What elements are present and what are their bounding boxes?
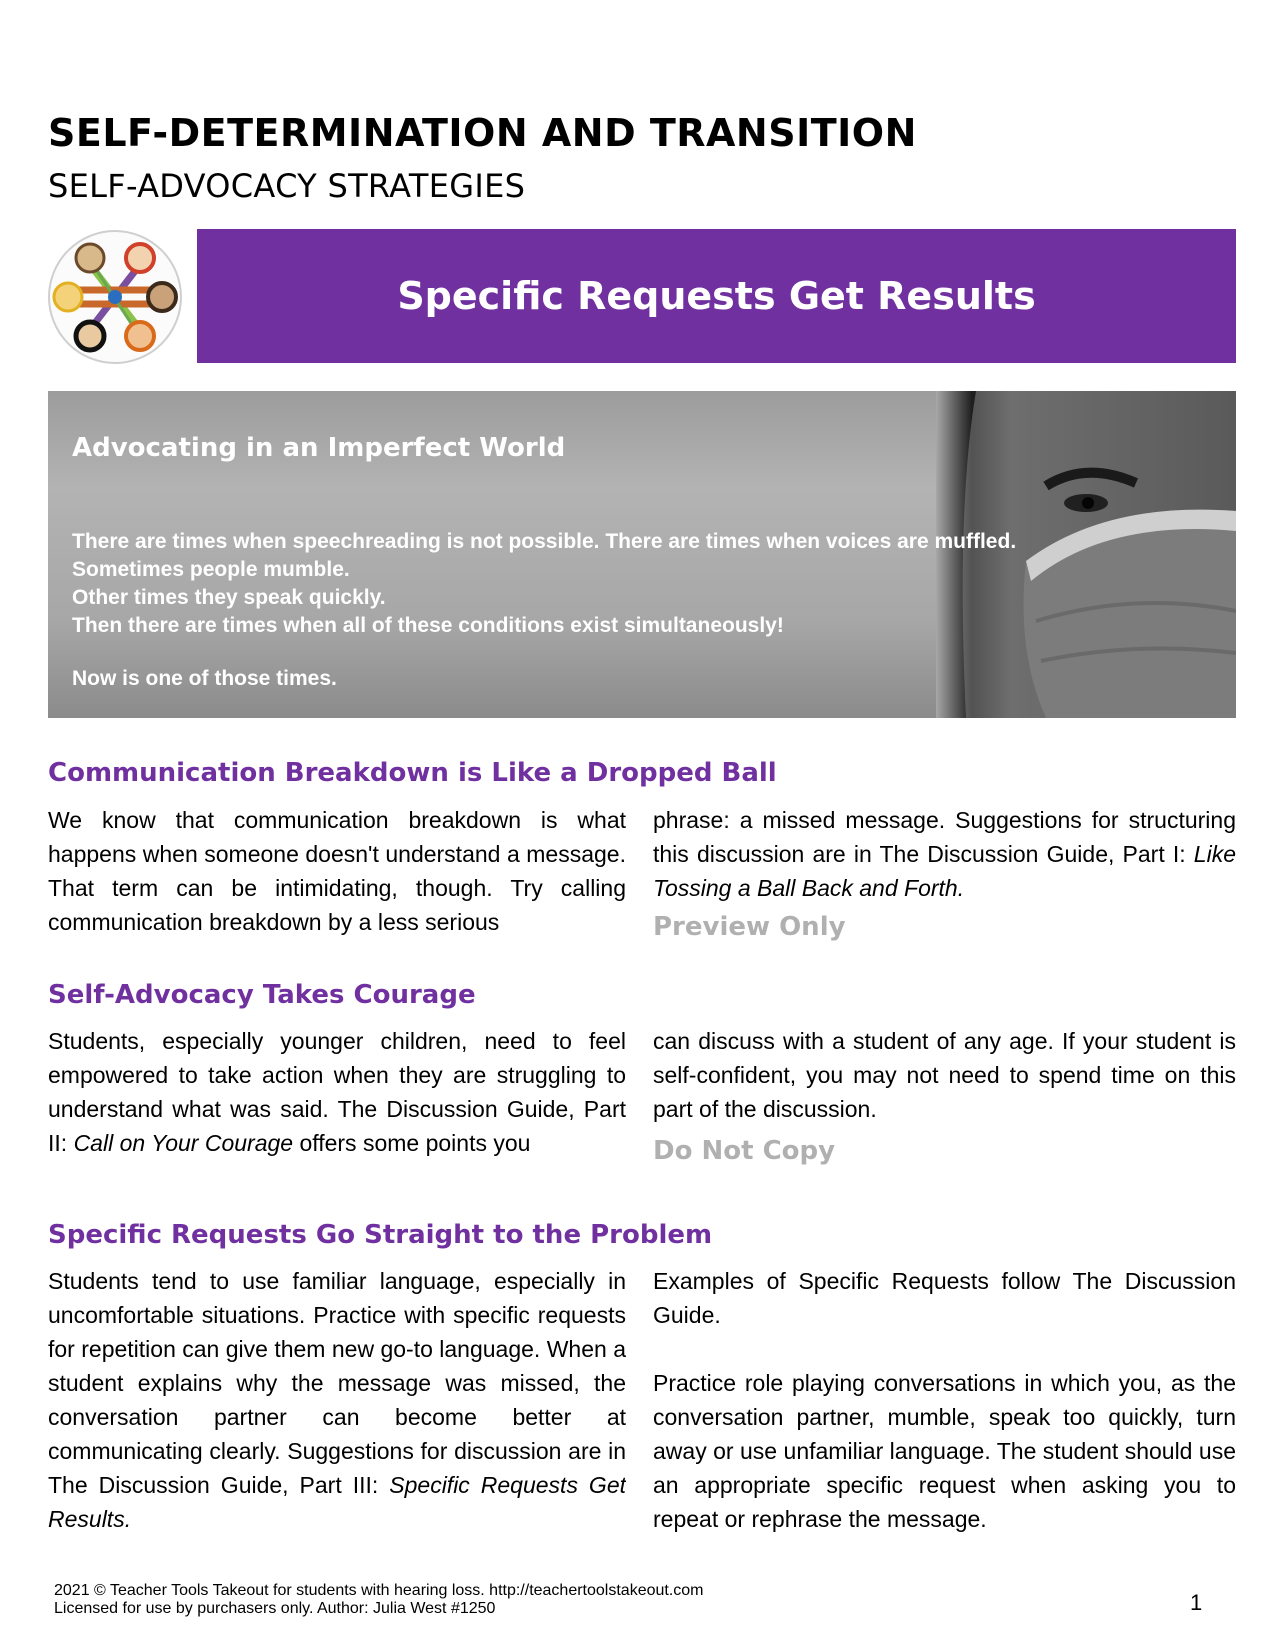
watermark-line-1: Preview Only [653,912,846,942]
section-3-left-column [48,1264,626,1536]
document-title: SELF-DETERMINATION AND TRANSITION [48,111,917,155]
document-subtitle: SELF-ADVOCACY STRATEGIES [48,167,526,205]
hero-closing: Now is one of those times. [72,667,337,690]
paragraph: Practice role playing conversations in which you, as the conversation partner, mumble, speak too quickly, turn away or use unfamiliar language. The student should use an appropriate specific request when asking you to repeat or rephrase the message. [653,1370,1236,1532]
paragraph: Examples of Specific Requests follow The Discussion Guide. [653,1268,1236,1328]
text-run: phrase: a missed message. Suggestions for structuring this discussion are in The Discussion Guide, Part I: [653,807,1236,867]
children-circle-logo-icon [48,230,182,364]
hero-line: There are times when speechreading is not possible. There are times when voices are muffled. [72,530,1017,553]
title-banner [197,229,1236,363]
section-1-right-column [653,803,1236,905]
footer-copyright [54,1582,704,1618]
footer-line: Licensed for use by purchasers only. Author: Julia West #1250 [54,1600,496,1617]
watermark-line-2: Do Not Copy [653,1136,836,1166]
hero-image-panel [48,391,1236,718]
guide-part-title: Like Tossing a Ball Back and Forth. [653,841,1236,901]
section-3-right-column [653,1264,1236,1536]
hero-title: Advocating in an Imperfect World [72,433,566,463]
paragraph [48,1024,626,1160]
banner-title: Specific Requests Get Results [397,274,1036,318]
paragraph [653,803,1236,905]
section-2-left-column [48,1024,626,1160]
footer-line: 2021 © Teacher Tools Takeout for students with hearing loss. http://teachertoolstakeout.com [54,1582,704,1599]
hero-line: Then there are times when all of these conditions exist simultaneously! [72,614,784,637]
paragraph: We know that communication breakdown is what happens when someone doesn't understand a message. That term can be intimidating, though. Try calling communication breakdown by a less serious [48,807,626,935]
text-run: offers some points you [293,1130,531,1156]
paragraph: can discuss with a student of any age. If your student is self-confident, you may not need to spend time on this part of the discussion. [653,1028,1236,1122]
text-run: Students tend to use familiar language, especially in uncomfortable situations. Practice with specific requests for repetition can give them new go-to language. When a student explains why the message was missed, the conversation partner can become better at communicating clearly. Suggestions for discussion are in The Discussion Guide, Part III: [48,1268,626,1498]
guide-part-title: Call on Your Courage [73,1130,294,1156]
paragraph [48,1264,626,1536]
hero-line: Sometimes people mumble. [72,558,350,581]
section-2-right-column [653,1024,1236,1126]
hero-line: Other times they speak quickly. [72,586,386,609]
page-number: 1 [1190,1590,1203,1615]
section-heading-specific-requests: Specific Requests Go Straight to the Problem [48,1220,713,1250]
guide-part-title: Specific Requests Get Results. [48,1472,626,1532]
section-heading-communication-breakdown: Communication Breakdown is Like a Dropped Ball [48,758,777,788]
section-1-left-column [48,803,626,939]
text-run: Students, especially younger children, need to feel empowered to take action when they are struggling to understand what was said. The Discussion Guide, Part II: [48,1028,626,1156]
hero-text [72,528,1016,640]
section-heading-self-advocacy-courage: Self-Advocacy Takes Courage [48,980,476,1010]
